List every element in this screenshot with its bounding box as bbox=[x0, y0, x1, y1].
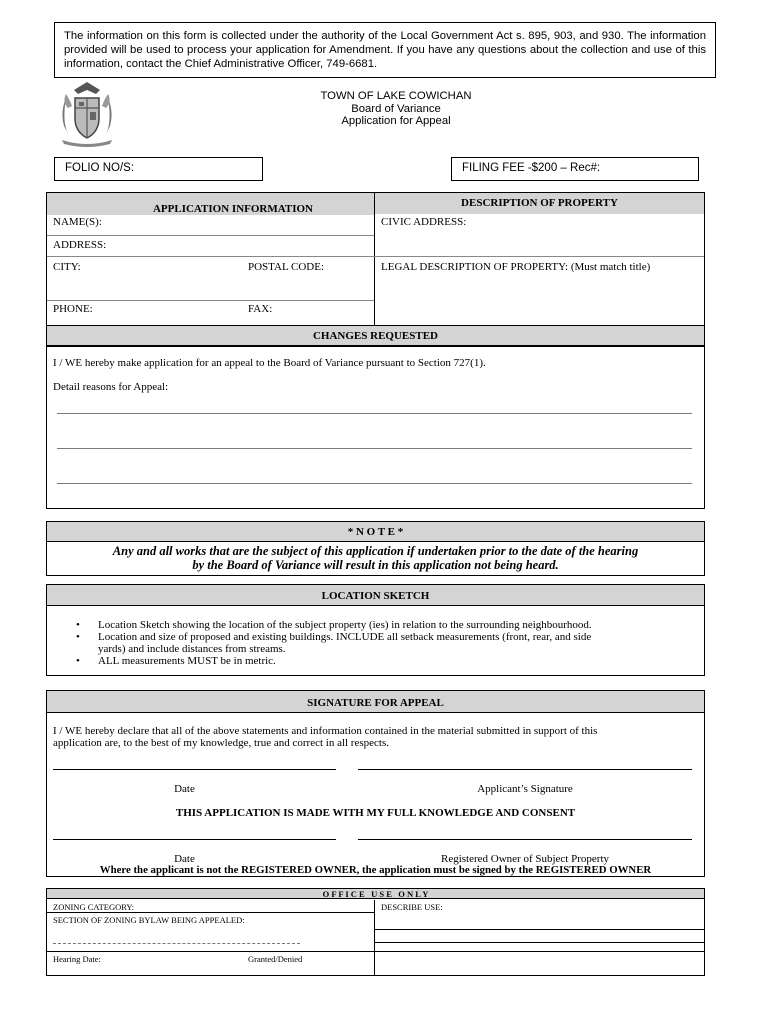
postal-code-field[interactable]: POSTAL CODE: bbox=[248, 261, 325, 273]
sketch-bullet-1: Location Sketch showing the location of the subject property (ies) in relation to the surrounding neighbourhood. bbox=[98, 619, 592, 631]
filing-fee-label: FILING FEE -$200 – Rec#: bbox=[462, 162, 601, 174]
office-row-divider bbox=[375, 942, 704, 943]
reason-line[interactable] bbox=[57, 483, 692, 484]
phone-field[interactable]: PHONE: bbox=[53, 303, 93, 315]
sketch-bullet-2: Location and size of proposed and existing buildings. INCLUDE all setback measurements (front, rear, and side bbox=[98, 631, 592, 643]
bylaw-section-line[interactable] bbox=[53, 943, 300, 944]
form-title: Application for Appeal bbox=[341, 115, 451, 127]
town-name: TOWN OF LAKE COWICHAN bbox=[320, 90, 472, 102]
describe-use-field[interactable]: DESCRIBE USE: bbox=[381, 902, 443, 912]
civic-address-field[interactable]: CIVIC ADDRESS: bbox=[381, 216, 467, 228]
sketch-bullet-3: ALL measurements MUST be in metric. bbox=[98, 655, 276, 667]
board-name: Board of Variance bbox=[351, 102, 441, 115]
address-field[interactable]: ADDRESS: bbox=[53, 239, 107, 251]
hearing-date-field[interactable]: Hearing Date: bbox=[53, 954, 101, 964]
granted-denied-field[interactable]: Granted/Denied bbox=[248, 954, 303, 964]
row-divider bbox=[47, 300, 374, 301]
legal-description-field[interactable]: LEGAL DESCRIPTION OF PROPERTY: (Must match title) bbox=[381, 261, 651, 273]
sketch-bullet-2-cont: yards) and include distances from streams. bbox=[98, 643, 286, 655]
note-text bbox=[47, 544, 704, 572]
detail-reasons-label: Detail reasons for Appeal: bbox=[53, 381, 169, 393]
names-field[interactable]: NAME(S): bbox=[53, 216, 102, 228]
form-heading bbox=[220, 90, 572, 128]
zoning-category-field[interactable]: ZONING CATEGORY: bbox=[53, 902, 135, 912]
note-line-2: by the Board of Variance will result in this application not being heard. bbox=[192, 558, 559, 572]
fax-field[interactable]: FAX: bbox=[248, 303, 273, 315]
row-divider bbox=[47, 235, 374, 236]
owner-date-label: Date bbox=[174, 853, 195, 865]
bullet-icon: • bbox=[76, 655, 80, 667]
office-divider bbox=[374, 900, 375, 976]
office-row-divider bbox=[375, 929, 704, 930]
applicant-signature-label: Applicant’s Signature bbox=[477, 783, 573, 795]
privacy-notice bbox=[54, 22, 716, 78]
row-divider bbox=[47, 256, 704, 257]
applicant-signature-line[interactable] bbox=[358, 769, 692, 770]
owner-signature-label: Registered Owner of Subject Property bbox=[440, 853, 609, 865]
sketch-heading: LOCATION SKETCH bbox=[321, 590, 430, 602]
declaration-line-1: I / WE hereby declare that all of the above statements and information contained in the material submitted in support of this bbox=[53, 725, 598, 737]
changes-heading: CHANGES REQUESTED bbox=[312, 330, 438, 342]
bylaw-section-field[interactable]: SECTION OF ZONING BYLAW BEING APPEALED: bbox=[53, 915, 245, 925]
changes-statement: I / WE hereby make application for an appeal to the Board of Variance pursuant to Section 727(1). bbox=[53, 357, 486, 369]
bullet-icon: • bbox=[76, 631, 80, 643]
city-field[interactable]: CITY: bbox=[53, 261, 81, 273]
coat-of-arms-icon bbox=[52, 78, 122, 148]
owner-signature-line[interactable] bbox=[358, 839, 692, 840]
declaration-line-2: application are, to the best of my knowledge, true and correct in all respects. bbox=[53, 737, 389, 749]
date-label: Date bbox=[174, 783, 195, 795]
declaration bbox=[53, 725, 597, 749]
consent-statement: THIS APPLICATION IS MADE WITH MY FULL KNOWLEDGE AND CONSENT bbox=[175, 807, 576, 819]
note-line-1: Any and all works that are the subject of this application if undertaken prior to the date of the hearing bbox=[112, 544, 639, 558]
office-heading: O F F I C E U S E O N L Y bbox=[322, 889, 429, 899]
office-row-divider bbox=[47, 951, 704, 952]
reason-line[interactable] bbox=[57, 448, 692, 449]
date-signature-line[interactable] bbox=[53, 769, 336, 770]
bullet-icon: • bbox=[76, 619, 80, 631]
owner-date-line[interactable] bbox=[53, 839, 336, 840]
filing-fee-field[interactable] bbox=[451, 157, 699, 181]
note-heading: * N O T E * bbox=[347, 526, 404, 538]
folio-label: FOLIO NO/S: bbox=[65, 162, 135, 174]
folio-field[interactable] bbox=[54, 157, 263, 181]
office-row-divider bbox=[47, 912, 374, 913]
signature-heading: SIGNATURE FOR APPEAL bbox=[307, 697, 444, 709]
property-heading: DESCRIPTION OF PROPERTY bbox=[461, 197, 618, 209]
reason-line[interactable] bbox=[57, 413, 692, 414]
privacy-notice-text: The information on this form is collected under the authority of the Local Government Act s. 895, 903, and 930. The information provided will be used to process your application for Amendment. If you have any questions about the collection and use of this information, contact the Chief Administrative Officer, 749-6681. bbox=[64, 30, 706, 70]
owner-note: Where the applicant is not the REGISTERED OWNER, the application must be signed by the REGISTERED OWNER bbox=[99, 864, 652, 876]
office-use-section bbox=[46, 888, 705, 976]
changes-section bbox=[46, 346, 705, 509]
application-info-heading: APPLICATION INFORMATION bbox=[152, 203, 313, 215]
table-divider bbox=[374, 192, 375, 325]
